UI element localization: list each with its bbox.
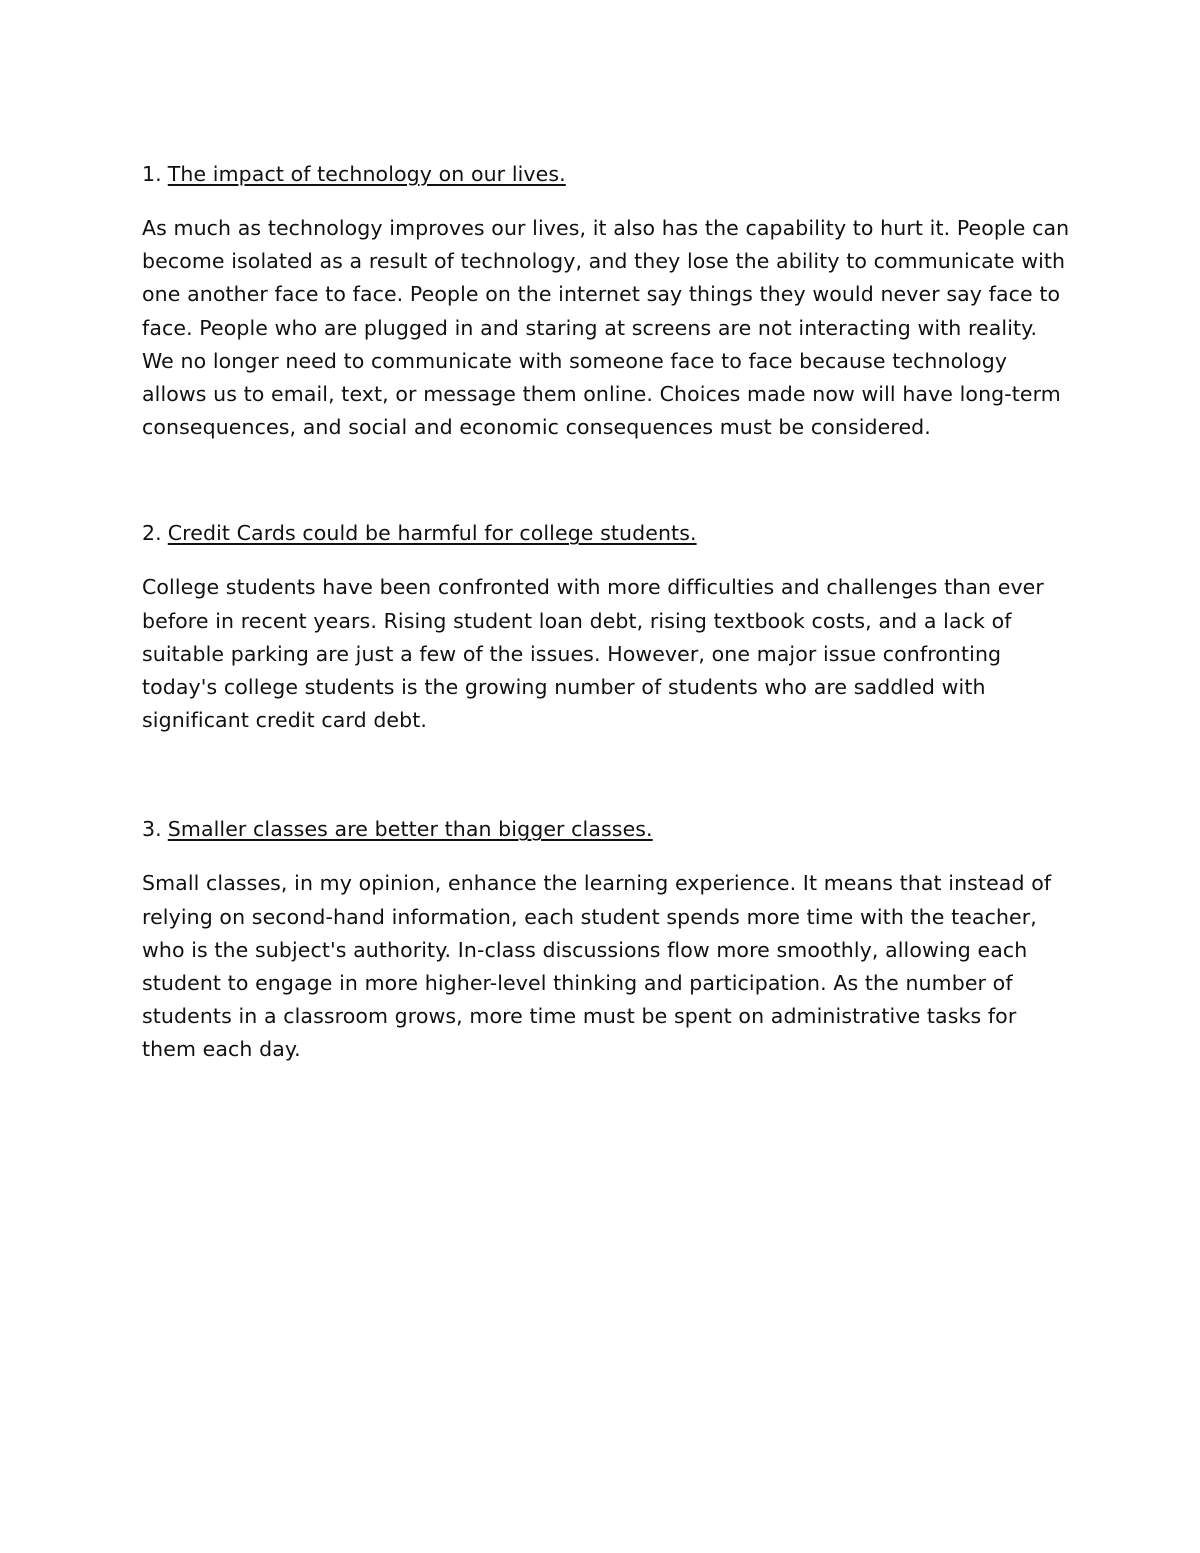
section-spacer xyxy=(142,444,1072,517)
topic-body-2: College students have been confronted with more difficulties and challenges than ever before in recent years. Rising student loan debt, rising textbook costs, and a lack of suitable parking are just a few of the issues. However, one major issue confronting today's college students is the growing number of students who are saddled with significant credit card debt. xyxy=(142,575,1044,733)
topic-heading-1 xyxy=(142,158,1072,191)
essay-topic-3 xyxy=(142,813,1072,1066)
section-spacer xyxy=(142,737,1072,813)
topic-body-1: As much as technology improves our lives, it also has the capability to hurt it. People can become isolated as a result of technology, and they lose the ability to communicate with one another face to face. People on the internet say things they would never say face to face. People who are plugged in and staring at screens are not interacting with reality. We no longer need to communicate with someone face to face because technology allows us to email, text, or message them online. Choices made now will have long-term consequences, and social and economic consequences must be considered. xyxy=(142,216,1070,440)
topic-heading-3 xyxy=(142,813,1072,846)
topic-heading-2 xyxy=(142,517,1072,550)
document-content xyxy=(142,158,1072,1067)
essay-topic-2 xyxy=(142,517,1072,737)
topic-body-3: Small classes, in my opinion, enhance the learning experience. It means that instead of relying on second-hand information, each student spends more time with the teacher, who is the subject's authority. In-class discussions flow more smoothly, allowing each student to engage in more higher-level thinking and participation. As the number of students in a classroom grows, more time must be spent on administrative tasks for them each day. xyxy=(142,871,1052,1062)
topic-number-2: 2. xyxy=(142,521,162,546)
topic-number-1: 1. xyxy=(142,162,162,186)
topic-title-2: Credit Cards could be harmful for college students. xyxy=(167,521,697,546)
topic-title-1: The impact of technology on our lives. xyxy=(167,162,566,186)
essay-topic-1 xyxy=(142,158,1072,444)
topic-number-3: 3. xyxy=(142,817,162,842)
topic-title-3: Smaller classes are better than bigger classes. xyxy=(167,817,653,842)
